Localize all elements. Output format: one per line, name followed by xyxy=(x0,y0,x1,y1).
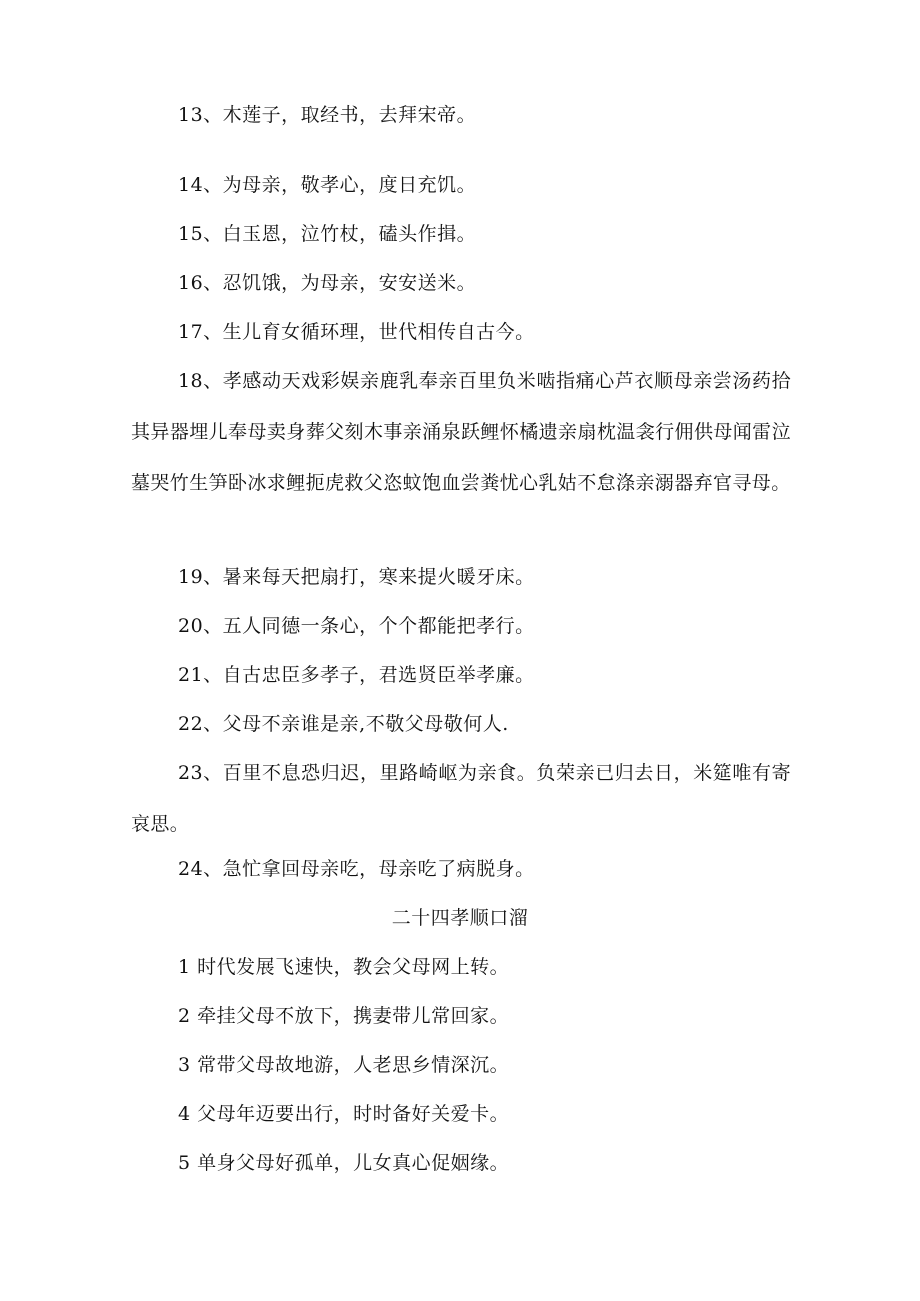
section-item-4: 4 父母年迈要出行，时时备好关爱卡。 xyxy=(178,1103,510,1125)
verse-15: 15、白玉恩，泣竹杖，磕头作揖。 xyxy=(178,223,477,245)
verse-22: 22、父母不亲谁是亲,不敬父母敬何人. xyxy=(178,713,509,735)
section-item-3: 3 常带父母故地游，人老思乡情深沉。 xyxy=(178,1054,510,1076)
section-item-1: 1 时代发展飞速快，教会父母网上转。 xyxy=(178,956,510,978)
verse-21: 21、自古忠臣多孝子，君选贤臣举孝廉。 xyxy=(178,664,535,686)
section-item-5: 5 单身父母好孤单，儿女真心促姻缘。 xyxy=(178,1152,510,1174)
section-item-2: 2 牵挂父母不放下，携妻带儿常回家。 xyxy=(178,1005,510,1027)
verse-24: 24、急忙拿回母亲吃，母亲吃了病脱身。 xyxy=(178,858,535,880)
section-title: 二十四孝顺口溜 xyxy=(391,907,529,929)
verse-14: 14、为母亲，敬孝心，度日充饥。 xyxy=(178,174,477,196)
verse-13: 13、木莲子，取经书，去拜宋帝。 xyxy=(178,104,477,126)
verse-20: 20、五人同德一条心，个个都能把孝行。 xyxy=(178,615,535,637)
verse-19: 19、暑来每天把扇打，寒来提火暖牙床。 xyxy=(178,566,535,588)
verse-18-paragraph: 18、孝感动天戏彩娱亲鹿乳奉亲百里负米啮指痛心芦衣顺母亲尝汤药拾其异器埋儿奉母卖身葬父刻木事亲涌泉跃鲤怀橘遗亲扇枕温衾行佣供母闻雷泣墓哭竹生笋卧冰求鲤扼虎救父恣蚊饱血尝粪忧心乳姑不怠涤亲溺器弃官寻母。 xyxy=(131,370,791,494)
verse-23-paragraph: 23、百里不息恐归迟，里路崎岖为亲食。负荣亲已归去日，米筵唯有寄哀思。 xyxy=(131,762,791,835)
verse-16: 16、忍饥饿，为母亲，安安送米。 xyxy=(178,272,477,294)
verse-17: 17、生儿育女循环理，世代相传自古今。 xyxy=(178,321,535,343)
